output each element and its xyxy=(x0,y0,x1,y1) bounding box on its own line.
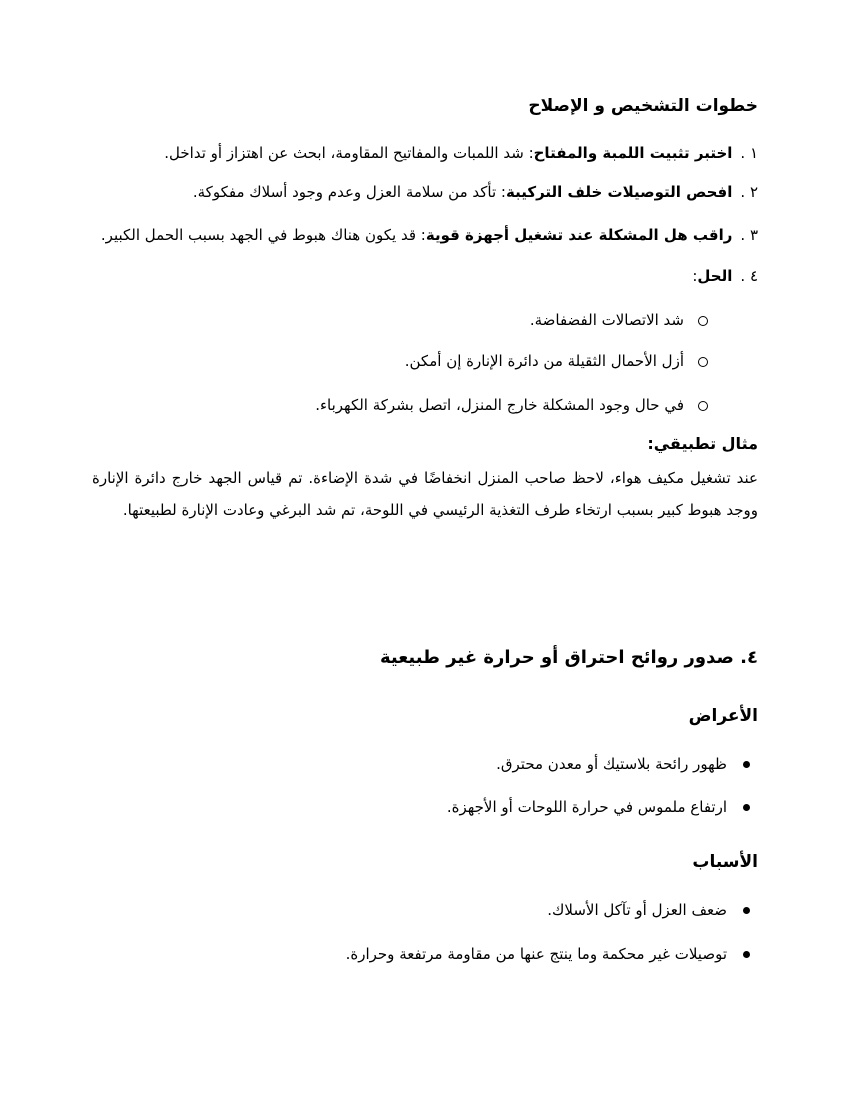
solution-text: في حال وجود المشكلة خارج المنزل، اتصل بشركة الكهرباء. xyxy=(315,396,684,414)
step-title: اختبر تثبيت اللمبة والمفتاح xyxy=(533,144,733,162)
step-text: : xyxy=(692,267,698,285)
bullet-icon xyxy=(743,761,750,768)
bullet-icon xyxy=(743,951,750,958)
step-number: ٣ . xyxy=(740,226,758,244)
section-4-heading: ٤. صدور روائح احتراق أو حرارة غير طبيعية xyxy=(379,647,758,668)
step-number: ١ . xyxy=(740,144,758,162)
step-4 xyxy=(692,266,758,286)
symptom-text: ارتفاع ملموس في حرارة اللوحات أو الأجهزة. xyxy=(446,798,727,816)
step-number: ٢ . xyxy=(740,183,758,201)
step-text: : تأكد من سلامة العزل وعدم وجود أسلاك مفكوكة. xyxy=(192,183,506,201)
step-text: : قد يكون هناك هبوط في الجهد بسبب الحمل الكبير. xyxy=(100,226,426,244)
cause-item xyxy=(547,900,750,920)
step-number: ٤ . xyxy=(740,267,758,285)
example-heading: مثال تطبيقي: xyxy=(647,434,758,453)
solution-item xyxy=(405,351,708,371)
symptom-text: ظهور رائحة بلاستيك أو معدن محترق. xyxy=(496,755,727,773)
cause-text: ضعف العزل أو تآكل الأسلاك. xyxy=(547,901,727,919)
symptoms-heading: الأعراض xyxy=(688,706,758,726)
bullet-icon xyxy=(743,907,750,914)
step-3 xyxy=(101,225,758,245)
solution-text: شد الاتصالات الفضفاضة. xyxy=(529,311,684,329)
circle-bullet-icon xyxy=(698,357,708,367)
symptom-item xyxy=(447,797,750,817)
cause-item xyxy=(346,944,750,964)
solution-text: أزل الأحمال الثقيلة من دائرة الإنارة إن أمكن. xyxy=(404,352,684,370)
causes-heading: الأسباب xyxy=(692,852,758,872)
step-title: افحص التوصيلات خلف التركيبة xyxy=(506,183,733,201)
cause-text: توصيلات غير محكمة وما ينتج عنها من مقاومة مرتفعة وحرارة. xyxy=(345,945,727,963)
symptom-item xyxy=(496,754,750,774)
step-title: الحل xyxy=(697,267,733,285)
steps-heading: خطوات التشخيص و الإصلاح xyxy=(528,96,758,116)
step-2 xyxy=(193,182,758,202)
solution-item xyxy=(315,395,708,415)
circle-bullet-icon xyxy=(698,401,708,411)
step-1 xyxy=(164,143,758,163)
step-text: : شد اللمبات والمفاتيح المقاومة، ابحث عن اهتزاز أو تداخل. xyxy=(164,144,534,162)
example-paragraph: عند تشغيل مكيف هواء، لاحظ صاحب المنزل انخفاضًا في شدة الإضاءة. تم قياس الجهد خارج دائرة الإنارة ووجد هبوط كبير بسبب ارتخاء طرف التغذية الرئيسي في اللوحة، تم شد البرغي وعادت الإنارة لطبيعتها. xyxy=(92,469,758,519)
circle-bullet-icon xyxy=(698,316,708,326)
step-title: راقب هل المشكلة عند تشغيل أجهزة قوية xyxy=(425,226,733,244)
bullet-icon xyxy=(743,804,750,811)
solution-item xyxy=(530,310,708,330)
